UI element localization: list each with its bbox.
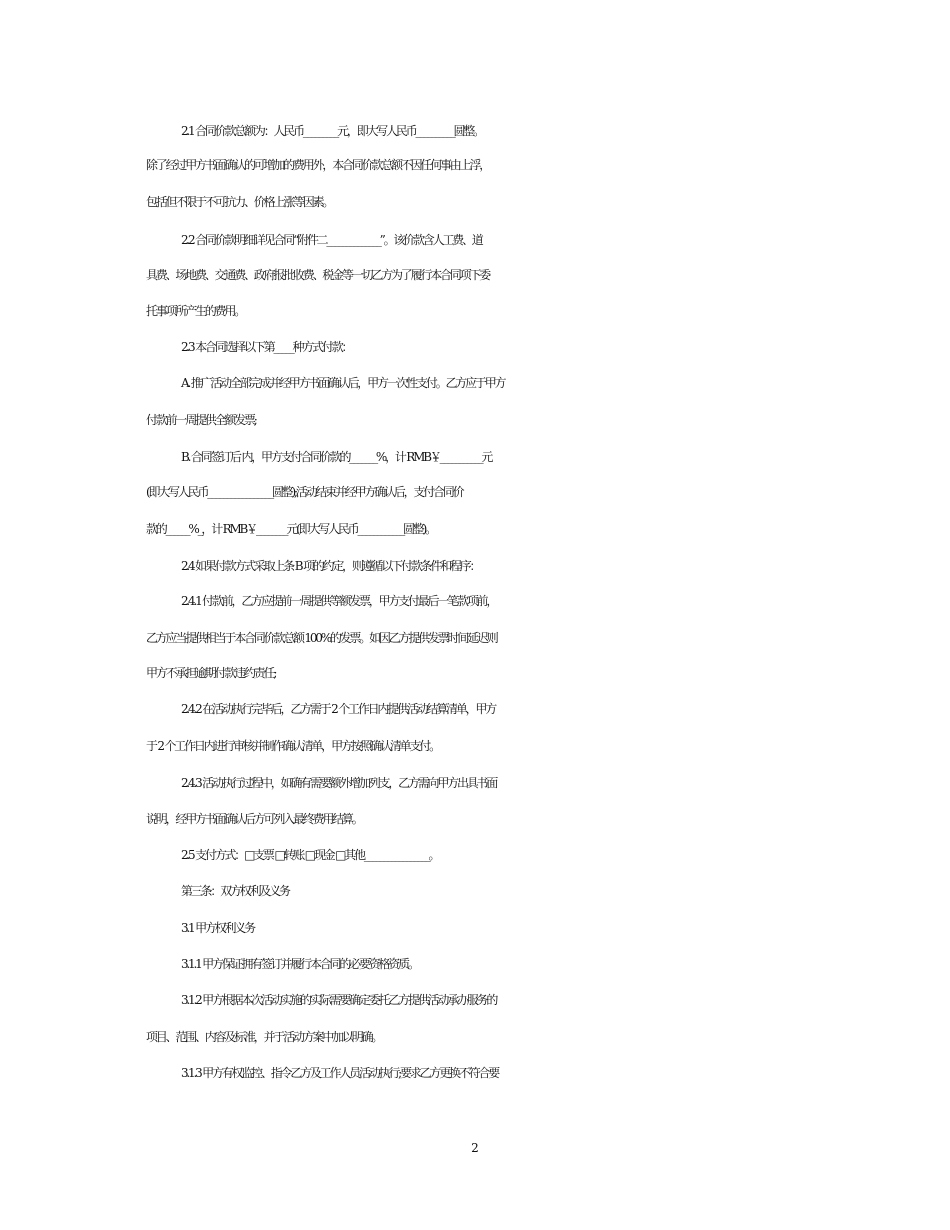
text-line: 2.4.1 付款前，乙方应提前一周提供等额发票，甲方支付最后一笔款项前， [181, 594, 497, 608]
text-line: 除了经过甲方书面确认的可增加的费用外，本合同价款总额不因任何事由上浮， [146, 158, 490, 172]
text-line: 托事项所产生的费用。 [146, 304, 245, 318]
text-line: 项目、范围、内容及标准，并于活动方案中加以明确。 [146, 1030, 382, 1044]
text-line: 具费、场地费、交通费、政府报批收费、税金等一切乙方为了履行本合同项下委 [146, 268, 490, 282]
text-line: 付款前一周提供全额发票; [146, 413, 256, 427]
text-line: (即大写人民币_________________圆整);活动结束并经甲方确认后，支付合同价 [146, 485, 463, 499]
text-line: 甲方不承担逾期付款违约责任; [146, 666, 276, 680]
text-line: B. 合同签订后 内，甲方支付合同价款的_______%，计 RMB￥___________元 [181, 450, 492, 464]
subsection-heading: 3.1 甲方权利义务 [181, 921, 254, 935]
text-line: 于 2 个工作日内进行审核并制作确认清单，甲方按照确认清单支付。 [146, 739, 439, 753]
text-line: 2.4 如果付款方式采取上条 B 项的约定，则遵循以下付款条件和程序： [181, 559, 480, 573]
text-line: 乙方应当提供相当于本合同价款总额 100%的发票。如因乙方提供发票时间延迟则 [146, 631, 497, 645]
text-line: 2.4.3 活动执行过程中，如确有需要额外增加列支，乙方需向甲方出具书面 [181, 776, 497, 790]
text-line: 2.2 合同价款明细详见合同“附件二______________”。该价款含人工费、道 [181, 233, 482, 247]
text-line: 3.1.1 甲方保证拥有签订并履行本合同的必要资格资质。 [181, 957, 418, 971]
text-line: 3.1.2 甲方根据本次活动实施的实际需要确定委托乙方提供活动承办服务的 [181, 993, 497, 1007]
text-line: 款的______%_，计 RMB￥________元(即大写人民币____________圆整)。 [146, 522, 435, 536]
text-line: 2.3 本合同选择以下第_____种方式付款： [181, 340, 352, 354]
text-line: 2.1 合同价款总额为：人民币_________元，即大写人民币__________圆整。 [181, 124, 483, 138]
text-line: 2.4.2 在活动执行完毕后，乙方需于 2 个工作日内提供活动结算清单，甲方 [181, 702, 496, 716]
section-heading: 第三条：双方权利及义务 [181, 884, 289, 898]
text-line: 2.5 支付方式：□支票 □转账 □现金 □其他_________________。 [181, 848, 439, 862]
page-number: 2 [471, 1141, 479, 1155]
text-line: 3.1.3 甲方有权监控、指令乙方及工作人员活动执行;要求乙方更换不符合要 [181, 1066, 498, 1080]
text-line: 说明，经甲方书面确认后方可列入最终费用结算。 [146, 812, 362, 826]
text-line: A. 推广活动全部完成并经甲方书面确认后，甲方一次性支付。乙方应于甲方 [181, 376, 505, 390]
text-line: 包括但不限于不可抗力、价格上涨等因素。 [146, 195, 333, 209]
